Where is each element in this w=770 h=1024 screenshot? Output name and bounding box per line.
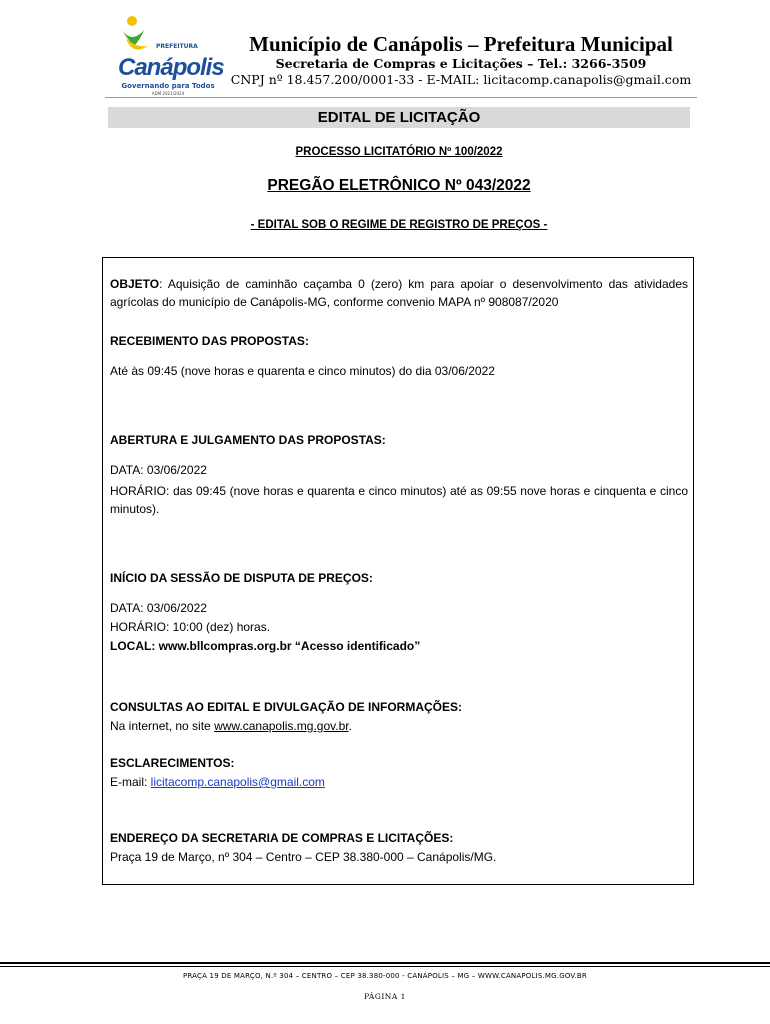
esclarecimentos-heading: ESCLARECIMENTOS: — [110, 756, 235, 770]
footer-rule-thin — [0, 966, 770, 967]
inicio-heading: INÍCIO DA SESSÃO DE DISPUTA DE PREÇOS: — [110, 571, 373, 585]
objeto-label: OBJETO — [110, 277, 160, 291]
edital-title-band: EDITAL DE LICITAÇÃO — [108, 107, 690, 128]
consultas-suffix: . — [348, 719, 352, 733]
municipal-logo — [118, 16, 224, 96]
logo-small-text: PREFEITURA — [156, 43, 198, 50]
esclarecimentos-text — [110, 773, 688, 791]
header-subtitle: Secretaria de Compras e Licitações – Tel.: 3266-3509 — [275, 56, 647, 71]
recebimento-heading: RECEBIMENTO DAS PROPOSTAS: — [110, 334, 309, 348]
endereco-heading: ENDEREÇO DA SECRETARIA DE COMPRAS E LICITAÇÕES: — [110, 831, 454, 845]
header-cnpj-email: CNPJ nº 18.457.200/0001-33 - E-MAIL: licitacomp.canapolis@gmail.com — [230, 72, 692, 87]
objeto-text: : Aquisição de caminhão caçamba 0 (zero) km para apoiar o desenvolvimento das atividades agrícolas do município de Canápolis-MG, conforme convenio MAPA nº 908087/2020 — [110, 277, 688, 309]
footer-address: PRAÇA 19 DE MARÇO, N.º 304 – CENTRO – CEP 38.380-000 - CANÁPOLIS – MG – WWW.CANAPOLIS.MG.GOV.BR — [182, 972, 588, 980]
consultas-text — [110, 717, 688, 735]
footer-rule-thick — [0, 962, 770, 964]
esclarecimentos-email-link[interactable]: licitacomp.canapolis@gmail.com — [150, 775, 325, 789]
abertura-horario: HORÁRIO: das 09:45 (nove horas e quarenta e cinco minutos) até as 09:55 nove horas e cinquenta e cinco minutos). — [110, 484, 688, 516]
abertura-data: DATA: 03/06/2022 — [110, 463, 207, 477]
abertura-heading: ABERTURA E JULGAMENTO DAS PROPOSTAS: — [110, 433, 386, 447]
page-number: PÁGINA 1 — [364, 992, 406, 1001]
logo-tagline-small: ADM 2021/2024 — [151, 91, 185, 96]
esclarecimentos-prefix: E-mail: — [110, 775, 151, 789]
header-divider — [105, 97, 697, 98]
header-title: Município de Canápolis – Prefeitura Municipal — [249, 32, 673, 56]
inicio-data: DATA: 03/06/2022 — [110, 601, 207, 615]
pregao-eletronico: PREGÃO ELETRÔNICO Nº 043/2022 — [267, 177, 531, 194]
consultas-site-link[interactable]: www.canapolis.mg.gov.br — [214, 719, 349, 733]
logo-figure-icon — [118, 16, 218, 56]
consultas-prefix: Na internet, no site — [110, 719, 215, 733]
edital-regime: - EDITAL SOB O REGIME DE REGISTRO DE PREÇOS - — [250, 219, 548, 231]
logo-name: Canápolis — [118, 54, 224, 81]
endereco-text: Praça 19 de Março, nº 304 – Centro – CEP 38.380-000 – Canápolis/MG. — [110, 850, 497, 864]
inicio-horario: HORÁRIO: 10:00 (dez) horas. — [110, 620, 271, 634]
consultas-heading: CONSULTAS AO EDITAL E DIVULGAÇÃO DE INFORMAÇÕES: — [110, 700, 463, 714]
processo-licitatorio: PROCESSO LICITATÓRIO Nº 100/2022 — [295, 146, 503, 158]
recebimento-text: Até às 09:45 (nove horas e quarenta e cinco minutos) do dia 03/06/2022 — [110, 364, 495, 378]
logo-tagline: Governando para Todos — [121, 82, 215, 90]
inicio-local: LOCAL: www.bllcompras.org.br “Acesso identificado” — [110, 639, 421, 653]
objeto-paragraph — [110, 275, 688, 311]
